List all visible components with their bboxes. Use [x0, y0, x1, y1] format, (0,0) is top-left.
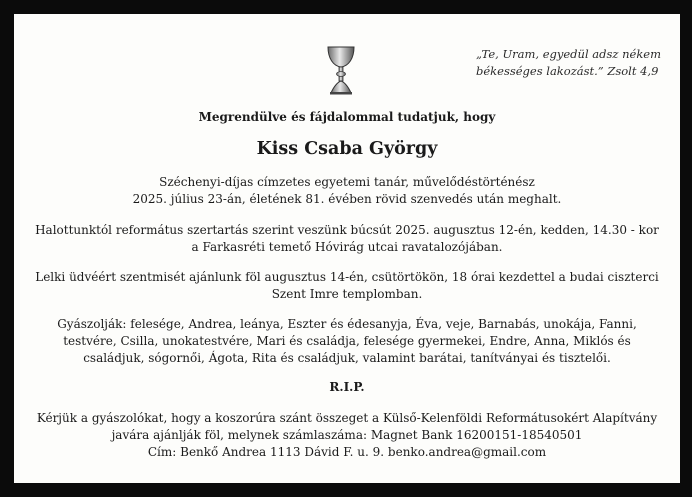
chalice-icon — [325, 44, 357, 96]
intro-text — [14, 109, 680, 126]
mass-line-2: Szent Imre templomban. — [271, 287, 423, 301]
mass-info — [14, 269, 680, 303]
donation-line-3: Cím: Benkő Andrea 1113 Dávid F. u. 9. benko.andrea@gmail.com — [147, 445, 547, 459]
intro-line: Megrendülve és fájdalommal tudatjuk, hogy — [198, 110, 496, 124]
description-line-2: 2025. július 23-án, életének 81. évében rövid szenvedés után meghalt. — [132, 192, 562, 206]
donation-line-1: Kérjük a gyászolókat, hogy a koszorúra szánt összeget a Külső-Kelenföldi Reformátusokért Alapítvány — [36, 411, 658, 425]
donation-line-2: javára ajánlják föl, melynek számlaszáma: Magnet Bank 16200151-18540501 — [111, 428, 583, 442]
mourners-line-1: Gyászolják: felesége, Andrea, leánya, Eszter és édesanyja, Éva, veje, Barnabás, unokája, Fanni, — [57, 317, 637, 331]
obituary-card — [14, 14, 680, 483]
funeral-info — [14, 222, 680, 256]
rip-text — [14, 379, 680, 396]
mourners-line-3: családjuk, sógornői, Ágota, Rita és családjuk, valamint barátai, tanítványai és tisztelői. — [83, 351, 611, 365]
quote-line-2: békességes lakozást.” Zsolt 4,9 — [476, 64, 659, 78]
quote-line-1: „Te, Uram, egyedül adsz nékem — [476, 47, 661, 61]
mourners-list — [14, 316, 680, 367]
rip-line: R.I.P. — [329, 380, 365, 394]
mass-line-1: Lelki üdvéért szentmisét ajánlunk föl augusztus 14-én, csütörtökön, 18 órai kezdettel a budai ciszterci — [35, 270, 659, 284]
deceased-name — [14, 138, 680, 160]
mourners-line-2: testvére, Csilla, unokatestvére, Mari és családja, felesége gyermekei, Endre, Anna, Miklós és — [63, 334, 631, 348]
funeral-line-1: Halottunktól református szertartás szerint veszünk búcsút 2025. augusztus 12-én, kedden, 14.30 - kor — [35, 223, 659, 237]
bible-quote — [476, 46, 661, 80]
deceased-name-text: Kiss Csaba György — [256, 139, 438, 159]
donation-info — [14, 410, 680, 461]
description-line-1: Széchenyi-díjas címzetes egyetemi tanár, művelődéstörténész — [159, 175, 535, 189]
deceased-description — [14, 174, 680, 208]
funeral-line-2: a Farkasréti temető Hóvirág utcai ravatalozójában. — [191, 240, 503, 254]
